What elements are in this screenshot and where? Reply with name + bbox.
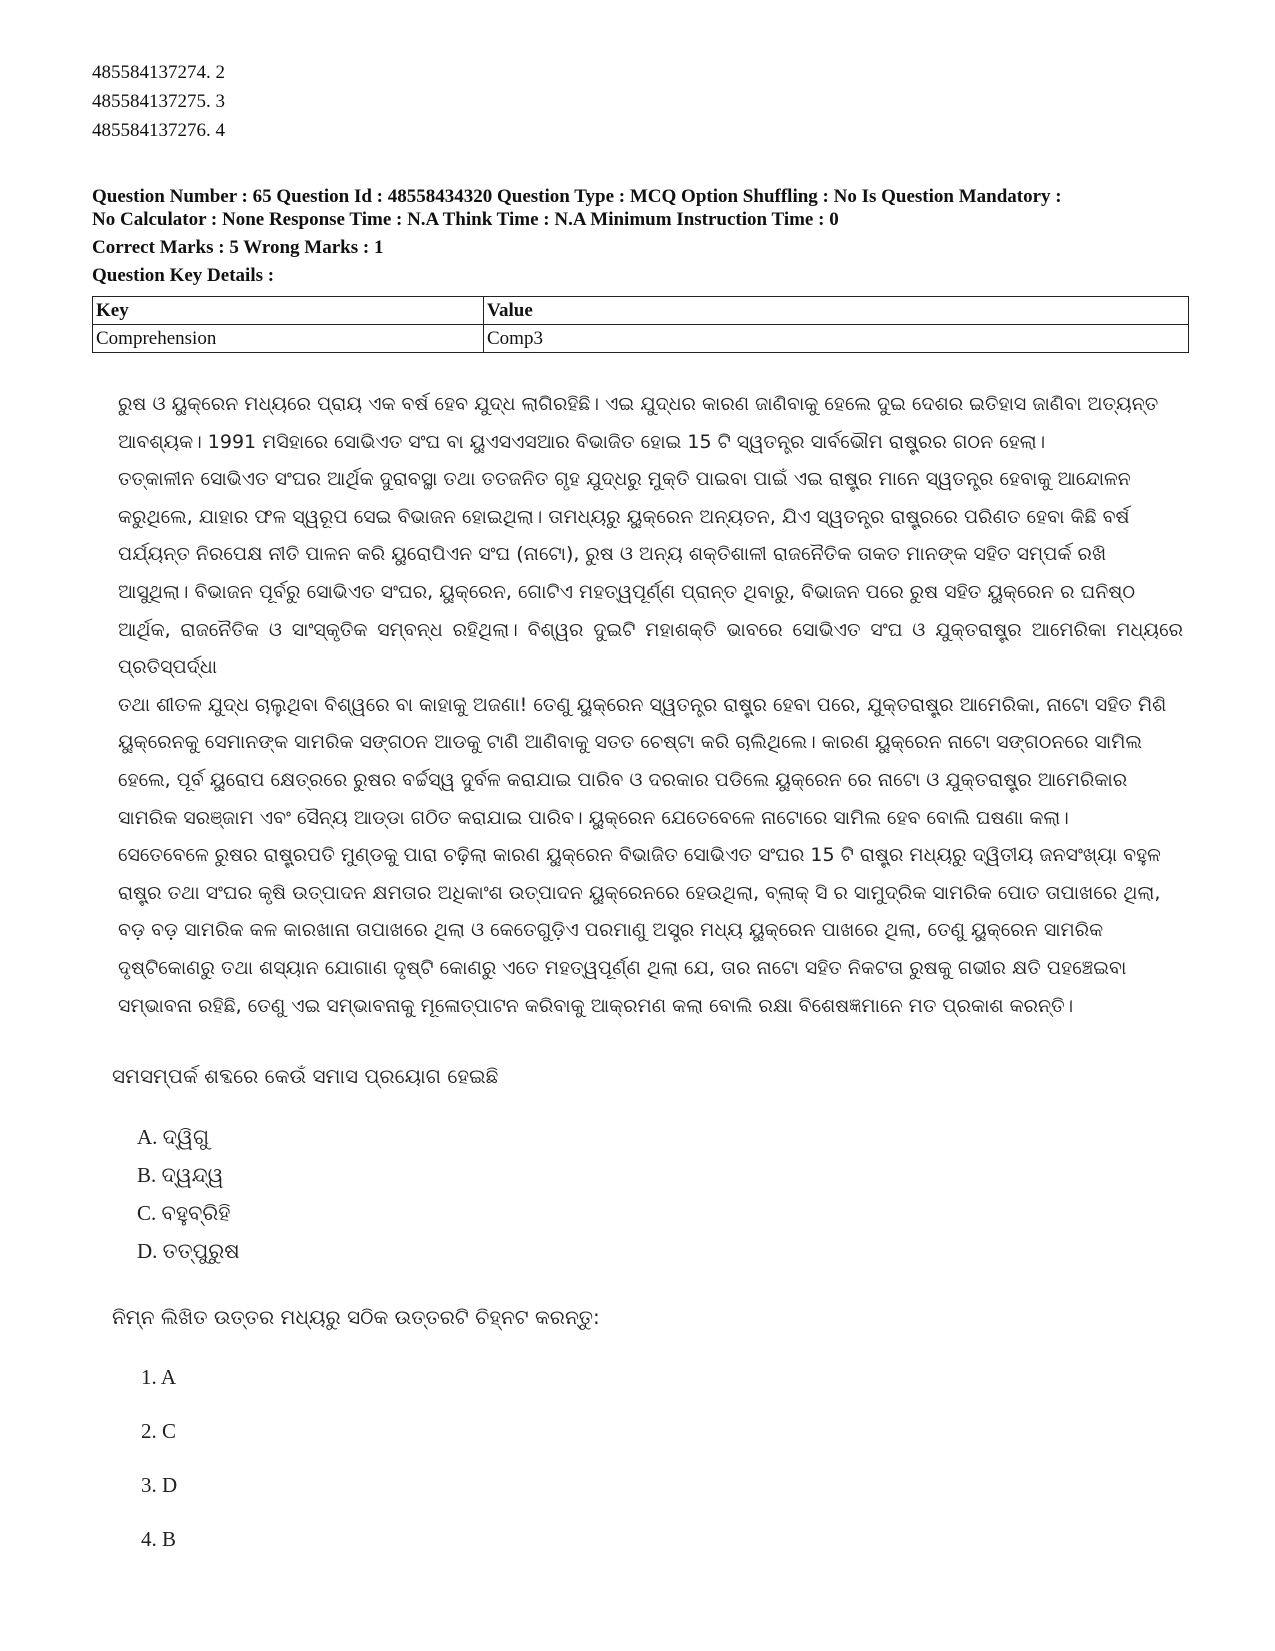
passage-line: ହେଲେ, ପୂର୍ବ ୟୁରୋପ କ୍ଷେତ୍ରରେ ରୁଷର ବର୍ଚ୍ଚସ୍ୱ ଦୁର୍ବଳ କରାଯାଇ ପାରିବ ଓ ଦରକାର ପଡିଲେ ୟୁକ୍ରେନ ରେ ନାଟୋ ଓ ଯୁକ୍ତରାଷ୍ଟ୍ର ଆମେରିକାର	[118, 768, 1128, 791]
answer-choice-1: 1. A	[141, 1365, 177, 1389]
question-options	[137, 1118, 240, 1270]
table-row	[93, 325, 1189, 353]
marks-info: Correct Marks : 5 Wrong Marks : 1	[92, 237, 384, 258]
passage-line: ରାଷ୍ଟ୍ର ତଥା ସଂଘର କୃଷି ଉତ୍ପାଦନ କ୍ଷମତାର ଅଧିକାଂଶ ଉତ୍ପାଦନ ୟୁକ୍ରେନରେ ହେଉଥିଲା, ବ୍ଲାକ୍ ସି ର ସାମୁଦ୍ରିକ ସାମରିକ ପୋତ ତାପାଖରେ ଥିଲା,	[118, 881, 1161, 904]
answer-instruction: ନିମ୍ନ ଲିଖିତ ଉତ୍ତର ମଧ୍ୟରୁ ସଠିକ ଉତ୍ତରଟି ଚିହ୍ନଟ କରନ୍ତୁ:	[112, 1305, 600, 1329]
question-meta	[92, 185, 1192, 287]
table-header-row	[93, 297, 1189, 325]
comprehension-passage	[118, 386, 1183, 1025]
question-meta-line2: No Calculator : None Response Time : N.A Think Time : N.A Minimum Instruction Time : 0	[92, 209, 839, 230]
passage-line: ତତ୍କାଳୀନ ସୋଭିଏତ ସଂଘର ଆର୍ଥିକ ଦୁରାବସ୍ଥା ତଥା ତତଜନିତ ଗୃହ ଯୁଦ୍ଧରୁ ମୁକ୍ତି ପାଇବା ପାଇଁ ଏଇ ରାଷ୍ଟ୍ର ମାନେ ସ୍ୱତନ୍ତ୍ର ହେବାକୁ ଆନ୍ଦୋଳନ	[118, 468, 1131, 491]
key-details-label: Question Key Details :	[92, 265, 275, 286]
passage-line: ଆର୍ଥିକ, ରାଜନୈତିକ ଓ ସାଂସ୍କୃତିକ ସମ୍ବନ୍ଧ ରହିଥିଲା। ବିଶ୍ୱର ଦୁଇଟି ମହାଶକ୍ତି ଭାବରେ ସୋଭିଏତ ସଂଘ ଓ ଯୁକ୍ତରାଷ୍ଟ୍ର ଆମେରିକା ମଧ୍ୟରେ ପ୍ରତିସ୍ପର୍ଦ୍ଧା	[118, 618, 1183, 679]
passage-line: ଆସୁଥିଲା। ବିଭାଜନ ପୂର୍ବରୁ ସୋଭିଏତ ସଂଘର, ୟୁକ୍ରେନ, ଗୋଟିଏ ମହତ୍ୱପୂର୍ଣ୍ଣ ପ୍ରାନ୍ତ ଥିବାରୁ, ବିଭାଜନ ପରେ ରୁଷ ସହିତ ୟୁକ୍ରେନ ର ଘନିଷ୍ଠ	[118, 580, 1136, 603]
passage-line: ସେତେବେଳେ ରୁଷର ରାଷ୍ଟ୍ରପତି ମୁଣ୍ଡକୁ ପାରା ଚଢ଼ିଲା କାରଣ ୟୁକ୍ରେନ ବିଭାଜିତ ସୋଭିଏତ ସଂଘର 15 ଟି ରାଷ୍ଟ୍ର ମଧ୍ୟରୁ ଦ୍ୱିତୀୟ ଜନସଂଖ୍ୟା ବହୁଳ	[118, 844, 1161, 867]
answer-choice-3: 3. D	[141, 1473, 178, 1497]
previous-option: 485584137275. 3	[92, 91, 225, 112]
question-text: ସମସମ୍ପର୍କ ଶବ୍ଦରେ କେଉଁ ସମାସ ପ୍ରୟୋଗ ହେଇଛି	[112, 1064, 499, 1088]
table-cell-key: Comprehension	[93, 325, 484, 353]
previous-option: 485584137276. 4	[92, 120, 225, 141]
passage-line: ସମ୍ଭାବନା ରହିଛି, ତେଣୁ ଏଇ ସମ୍ଭାବନାକୁ ମୂଳୋତ୍ପାଟନ କରିବାକୁ ଆକ୍ରମଣ କଲା ବୋଲି ରକ୍ଷା ବିଶେଷଜ୍ଞମାନେ ମତ ପ୍ରକାଶ କରନ୍ତି।	[118, 994, 1074, 1017]
table-header-value: Value	[484, 297, 1189, 325]
passage-line: ତଥା ଶୀତଳ ଯୁଦ୍ଧ ଚାଲୁଥିବା ବିଶ୍ୱରେ ବା କାହାକୁ ଅଜଣା! ତେଣୁ ୟୁକ୍ରେନ ସ୍ୱତନ୍ତ୍ର ରାଷ୍ଟ୍ର ହେବା ପରେ, ଯୁକ୍ତରାଷ୍ଟ୍ର ଆମେରିକା, ନାଟୋ ସହିତ ମିଶି	[118, 693, 1167, 716]
question-meta-line1: Question Number : 65 Question Id : 48558434320 Question Type : MCQ Option Shuffling : No Is Question Mandatory :	[92, 186, 1062, 207]
previous-option: 485584137274. 2	[92, 62, 225, 83]
previous-question-options	[92, 58, 225, 145]
key-details-table	[92, 296, 1189, 353]
passage-line: ୟୁକ୍ରେନକୁ ସେମାନଙ୍କ ସାମରିକ ସଙ୍ଗଠନ ଆଡକୁ ଟାଣି ଆଣିବାକୁ ସତତ ଚେଷ୍ଟା କରି ଚାଲିଥିଲେ। କାରଣ ୟୁକ୍ରେନ ନାଟୋ ସଙ୍ଗଠନରେ ସାମିଲ	[118, 731, 1142, 754]
answer-choices	[141, 1362, 177, 1578]
passage-line: କରୁଥିଲେ, ଯାହାର ଫଳ ସ୍ୱରୂପ ସେଇ ବିଭାଜନ ହୋଇଥିଲା। ତାମଧ୍ୟରୁ ୟୁକ୍ରେନ ଅନ୍ୟତନ, ଯିଏ ସ୍ୱତନ୍ତ୍ର ରାଷ୍ଟ୍ରରେ ପରିଣତ ହେବା କିଛି ବର୍ଷ	[118, 505, 1130, 528]
passage-line: ପର୍ଯ୍ୟନ୍ତ ନିରପେକ୍ଷ ନୀତି ପାଳନ କରି ୟୁରୋପିଏନ ସଂଘ (ନାଟୋ), ରୁଷ ଓ ଅନ୍ୟ ଶକ୍ତିଶାଳୀ ରାଜନୈତିକ ତାକତ ମାନଙ୍କ ସହିତ ସମ୍ପର୍କ ରଖି	[118, 543, 1107, 566]
option-a: A. ଦ୍ୱିଗୁ	[137, 1125, 210, 1149]
option-d: D. ତତ୍ପୁରୁଷ	[137, 1239, 240, 1263]
passage-line: ଦୃଷ୍ଟିକୋଣରୁ ତଥା ଶସ୍ୟାନ ଯୋଗାଣ ଦୃଷ୍ଟି କୋଣରୁ ଏତେ ମହତ୍ୱପୂର୍ଣ୍ଣ ଥିଲା ଯେ, ତାର ନାଟୋ ସହିତ ନିକଟତା ରୁଷକୁ ଗଭୀର କ୍ଷତି ପହଞ୍ଚେଇବା	[118, 956, 1127, 979]
passage-line: ଆବଶ୍ୟକ। 1991 ମସିହାରେ ସୋଭିଏତ ସଂଘ ବା ୟୁଏସଏସଆର ବିଭାଜିତ ହୋଇ 15 ଟି ସ୍ୱତନ୍ତ୍ର ସାର୍ବଭୌମ ରାଷ୍ଟ୍ରର ଗଠନ ହେଲା।	[118, 430, 1046, 453]
answer-choice-2: 2. C	[141, 1419, 177, 1443]
option-c: C. ବହୁବ୍ରିହି	[137, 1201, 231, 1225]
answer-choice-4: 4. B	[141, 1527, 177, 1551]
passage-line: ସାମରିକ ସରଞ୍ଜାମ ଏବଂ ସୈନ୍ୟ ଆଡ୍ଡା ଗଠିତ କରାଯାଇ ପାରିବ। ୟୁକ୍ରେନ ଯେତେବେଳେ ନାଟୋରେ ସାମିଲ ହେବ ବୋଲି ଘଷଣା କଲା।	[118, 806, 1069, 829]
table-cell-value: Comp3	[484, 325, 1189, 353]
option-b: B. ଦ୍ୱନ୍ଦ୍ୱ	[137, 1163, 224, 1187]
passage-line: ବଡ଼ ବଡ଼ ସାମରିକ କଳ କାରଖାନା ତାପାଖରେ ଥିଲା ଓ କେତେଗୁଡ଼ିଏ ପରମାଣୁ ଅସ୍ତ୍ର ମଧ୍ୟ ୟୁକ୍ରେନ ପାଖରେ ଥିଲା, ତେଣୁ ୟୁକ୍ରେନ ସାମରିକ	[118, 919, 1104, 942]
table-header-key: Key	[93, 297, 484, 325]
passage-line: ରୁଷ ଓ ୟୁକ୍ରେନ ମଧ୍ୟରେ ପ୍ରାୟ ଏକ ବର୍ଷ ହେବ ଯୁଦ୍ଧ ଲାଗିରହିଛି। ଏଇ ଯୁଦ୍ଧର କାରଣ ଜାଣିବାକୁ ହେଲେ ଦୁଇ ଦେଶର ଇତିହାସ ଜାଣିବା ଅତ୍ୟନ୍ତ	[118, 393, 1159, 415]
